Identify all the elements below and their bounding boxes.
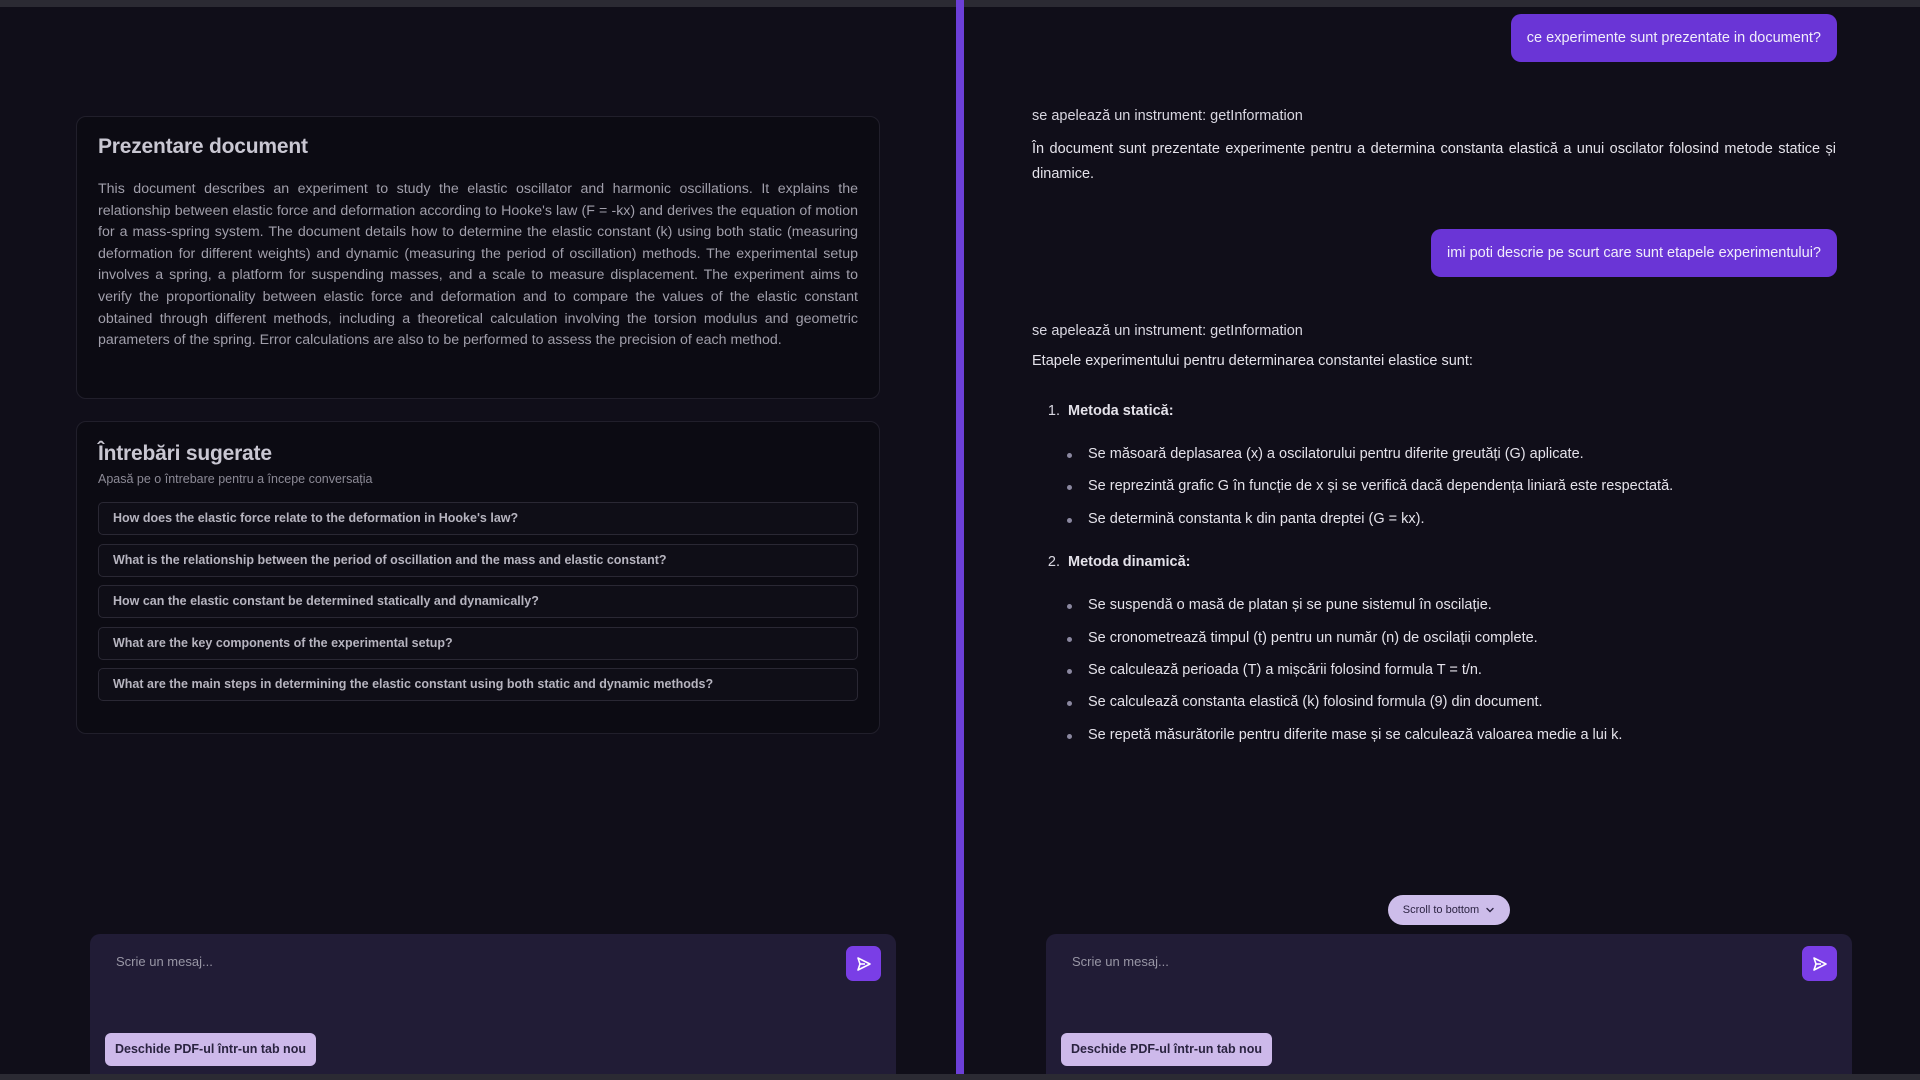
left-panel: [0, 7, 956, 1074]
suggested-question-button[interactable]: What are the key components of the experimental setup?: [98, 627, 858, 660]
open-pdf-button[interactable]: Deschide PDF-ul într-un tab nou: [1061, 1033, 1272, 1066]
questions-subtitle: Apasă pe o întrebare pentru a începe conversația: [98, 472, 373, 486]
message-input[interactable]: Scrie un mesaj...: [116, 954, 213, 969]
step-bullet: Se măsoară deplasarea (x) a oscilatorului pentru diferite greutăți (G) aplicate.: [1088, 446, 1584, 462]
send-icon: [856, 956, 872, 972]
step-bullet: Se repetă măsurătorile pentru diferite mase și se calculează valoarea medie a lui k.: [1088, 727, 1623, 743]
step-title-text: Metoda statică:: [1068, 403, 1174, 419]
tool-call-notice: se apelează un instrument: getInformation: [1032, 108, 1303, 124]
overview-title: Prezentare document: [98, 135, 308, 158]
step-title: [1032, 403, 1174, 419]
user-message: ce experimente sunt prezentate in document?: [1511, 14, 1837, 62]
step-bullet: Se reprezintă grafic G în funcție de x și se verifică dacă dependența liniară este respectată.: [1088, 478, 1674, 494]
suggested-question-button[interactable]: How does the elastic force relate to the deformation in Hooke's law?: [98, 502, 858, 535]
panel-divider[interactable]: [956, 0, 964, 1080]
step-bullet: Se cronometrează timpul (t) pentru un număr (n) de oscilații complete.: [1088, 630, 1538, 646]
open-pdf-button[interactable]: Deschide PDF-ul într-un tab nou: [105, 1033, 316, 1066]
assistant-message: În document sunt prezentate experimente pentru a determina constanta elastică a unui oscilator folosind metode statice și dinamice.: [1032, 141, 1836, 182]
suggested-question-button[interactable]: What is the relationship between the period of oscillation and the mass and elastic constant?: [98, 544, 858, 577]
chevron-down-icon: [1485, 905, 1495, 915]
suggested-question-button[interactable]: What are the main steps in determining the elastic constant using both static and dynamic methods?: [98, 668, 858, 701]
suggested-questions-card: [76, 421, 880, 734]
send-icon: [1812, 956, 1828, 972]
send-button[interactable]: [1802, 946, 1837, 981]
assistant-message-intro: Etapele experimentului pentru determinarea constantei elastice sunt:: [1032, 353, 1473, 369]
questions-title: Întrebări sugerate: [98, 442, 272, 465]
step-number: 2.: [1047, 554, 1060, 570]
send-button[interactable]: [846, 946, 881, 981]
overview-text: This document describes an experiment to study the elastic oscillator and harmonic oscillations. It explains the relationship between elastic force and deformation according to Hooke's law (F = -kx) and derives the equation of motion for a mass-spring system. The document details how to determine the elastic constant (k) using both static (measuring deformation for different weights) and dynamic (measuring the period of oscillation) methods. The experimental setup involves a spring, a platform for suspending masses, and a scale to measure displacement. The experiment aims to verify the proportionality between elastic force and deformation and to compare the values of the elastic constant obtained through different methods, including a theoretical calculation involving the torsion modulus and geometric parameters of the spring. Error calculations are also to be performed to assess the precision of each method.: [98, 181, 858, 349]
step-bullet: Se suspendă o masă de platan și se pune sistemul în oscilație.: [1088, 597, 1492, 613]
questions-list: [98, 502, 858, 701]
step-title: [1032, 554, 1190, 570]
document-overview-card: [76, 116, 880, 399]
bottom-bar: [0, 1074, 1920, 1080]
step-bullet: Se determină constanta k din panta dreptei (G = kx).: [1088, 511, 1425, 527]
scroll-to-bottom-label: Scroll to bottom: [1402, 904, 1480, 916]
tool-call-notice: se apelează un instrument: getInformation: [1032, 323, 1303, 339]
left-message-composer: [90, 934, 896, 1074]
step-number: 1.: [1047, 403, 1060, 419]
suggested-question-button[interactable]: How can the elastic constant be determined statically and dynamically?: [98, 585, 858, 618]
message-input[interactable]: Scrie un mesaj...: [1072, 954, 1169, 969]
right-message-composer: [1046, 934, 1852, 1074]
step-bullet: Se calculează constanta elastică (k) folosind formula (9) din document.: [1088, 694, 1543, 710]
user-message: imi poti descrie pe scurt care sunt etapele experimentului?: [1431, 229, 1837, 277]
step-bullet: Se calculează perioada (T) a mișcării folosind formula T = t/n.: [1088, 662, 1482, 678]
step-title-text: Metoda dinamică:: [1068, 554, 1191, 570]
scroll-to-bottom-button[interactable]: [1388, 895, 1510, 925]
